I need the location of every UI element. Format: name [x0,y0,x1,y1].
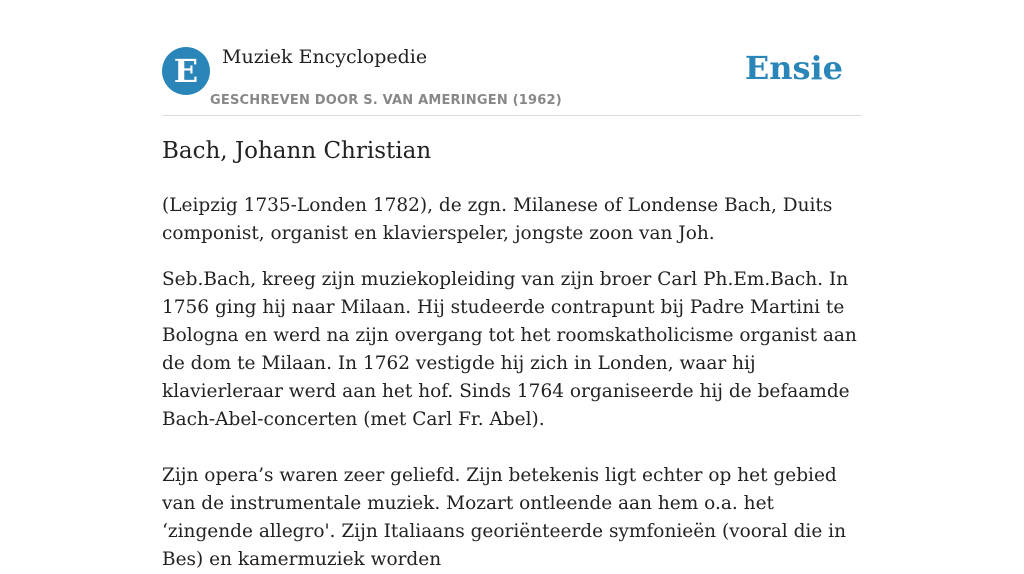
site-title[interactable]: Muziek Encyclopedie [222,46,428,68]
author-byline: GESCHREVEN DOOR S. VAN AMERINGEN (1962) [210,93,562,108]
article-paragraph: (Leipzig 1735-Londen 1782), de zgn. Milanese of Londense Bach, Duits componist, organist en klavierspeler, jongste zoon van Joh. [162,195,833,244]
encyclopedia-logo-icon[interactable]: E [162,47,210,95]
article-title: Bach, Johann Christian [162,138,432,164]
ensie-brand-logo[interactable]: Ensie [744,49,843,87]
article-body [162,192,867,574]
site-header [162,45,862,116]
article-paragraph: Seb.Bach, kreeg zijn muziekopleiding van zijn broer Carl Ph.Em.Bach. In 1756 ging hij naar Milaan. Hij studeerde contrapunt bij Padre Martini te Bologna en werd na zijn overgang tot het roomskatholicisme organist aan de dom te Milaan. In 1762 vestigde hij zich in Londen, waar hij klavierleraar werd aan het hof. Sinds 1764 organiseerde hij de befaamde Bach-Abel-concerten (met Carl Fr. Abel). [162,269,857,430]
header-divider [162,115,862,116]
article-paragraph: Zijn opera’s waren zeer geliefd. Zijn betekenis ligt echter op het gebied van de instrumentale muziek. Mozart ontleende aan hem o.a. het ‘zingende allegro'. Zijn Italiaans georiënteerde symfonieën (vooral die in Bes) en kamermuziek worden [162,465,847,570]
